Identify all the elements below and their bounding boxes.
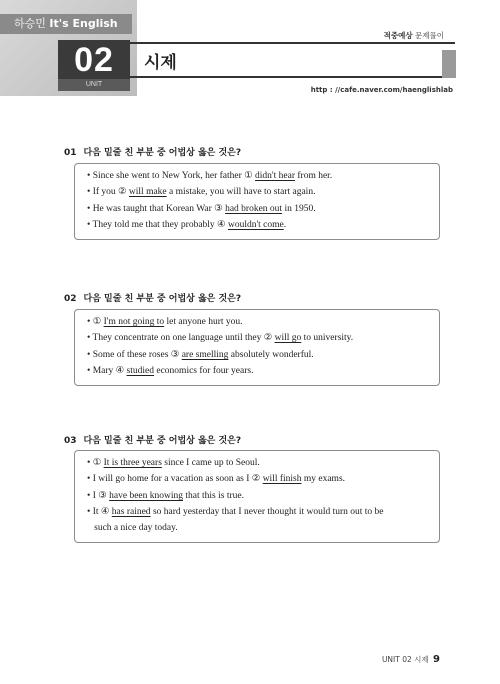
question-choices-box [74,163,440,240]
underlined-phrase: didn't hear [255,171,295,181]
brand-author: 하승민 [14,17,46,30]
underlined-phrase: have been knowing [109,490,184,501]
choice-text: • They told me that they probably ④ [87,219,228,230]
choice-line [87,201,431,217]
question-title [64,291,241,304]
question-choices-box [74,450,440,543]
choice-text: to university. [301,333,354,344]
choice-text: • I ③ [87,490,110,501]
choice-line [87,455,431,471]
question-number: 03 [64,436,77,446]
choice-line [87,520,431,536]
choice-text: from her. [295,171,333,181]
choice-line [87,168,431,184]
unit-label: UNIT [58,79,130,91]
choice-line [87,471,431,487]
question-choices-box [74,309,440,386]
underlined-phrase: will finish [262,474,302,485]
choice-text: • He was taught that Korean War ③ [87,203,226,214]
question-prompt: 다음 밑줄 친 부분 중 어법상 옳은 것은? [83,436,242,446]
footer-unit: UNIT 02 시제 [381,655,429,664]
underlined-phrase: wouldn't come [227,219,284,230]
unit-number: 02 [58,40,130,80]
question-title [64,145,241,158]
choice-line [87,184,431,200]
question-prompt: 다음 밑줄 친 부분 중 어법상 옳은 것은? [83,148,242,158]
choice-text: • If you ② [87,187,129,198]
question-prompt: 다음 밑줄 친 부분 중 어법상 옳은 것은? [83,294,242,304]
choice-line [87,347,431,363]
choice-text: a mistake, you will have to start again. [166,187,316,198]
choice-text: since I came up to Seoul. [161,458,260,468]
choice-text: • ① [87,317,104,327]
underlined-phrase: will make [128,187,167,198]
underlined-phrase: are smelling [181,349,229,360]
choice-line [87,314,431,330]
choice-line [87,363,431,379]
underlined-phrase: It is three years [103,458,162,468]
section-label-rest: 문제풀이 [415,31,444,40]
choice-text: • ① [87,458,104,468]
question-title [64,433,241,446]
choice-text: • They concentrate on one language until they ② [87,333,275,344]
title-rule [130,42,455,78]
chapter-title: 시제 [144,53,177,73]
underlined-phrase: had broken out [225,203,283,214]
choice-text: economics for four years. [154,365,254,376]
brand-label [0,14,132,34]
choice-text: such a nice day today. [87,523,178,534]
underlined-phrase: studied [126,365,154,376]
title-tab-decoration [442,50,456,78]
choice-text: • I will go home for a vacation as soon as I ② [87,474,263,485]
choice-text: my exams. [301,474,346,485]
underlined-phrase: I'm not going to [103,317,165,327]
choice-text: • Since she went to New York, her father ① [87,171,256,181]
choice-line [87,330,431,346]
choice-text: let anyone hurt you. [164,317,243,327]
choice-text: • Some of these roses ③ [87,349,182,360]
choice-text: absolutely wonderful. [228,349,314,360]
question-number: 02 [64,294,77,304]
choice-text: so hard yesterday that I never thought it would turn out to be [150,506,384,517]
choice-text: that this is true. [183,490,244,501]
choice-line [87,217,431,233]
underlined-phrase: will go [274,333,302,344]
choice-text: • It ④ [87,506,112,517]
page-footer [352,654,440,665]
section-label [384,30,444,41]
cafe-url: http : //cafe.naver.com/haenglishlab [310,86,453,94]
choice-text: . [283,219,287,230]
brand-name: It's English [49,17,118,30]
question-number: 01 [64,148,77,158]
choice-text: • Mary ④ [87,365,127,376]
choice-line [87,488,431,504]
choice-text: in 1950. [282,203,316,214]
underlined-phrase: has rained [111,506,151,517]
section-label-bold: 적중예상 [383,31,413,40]
choice-line [87,504,431,520]
page-number: 9 [433,654,440,665]
